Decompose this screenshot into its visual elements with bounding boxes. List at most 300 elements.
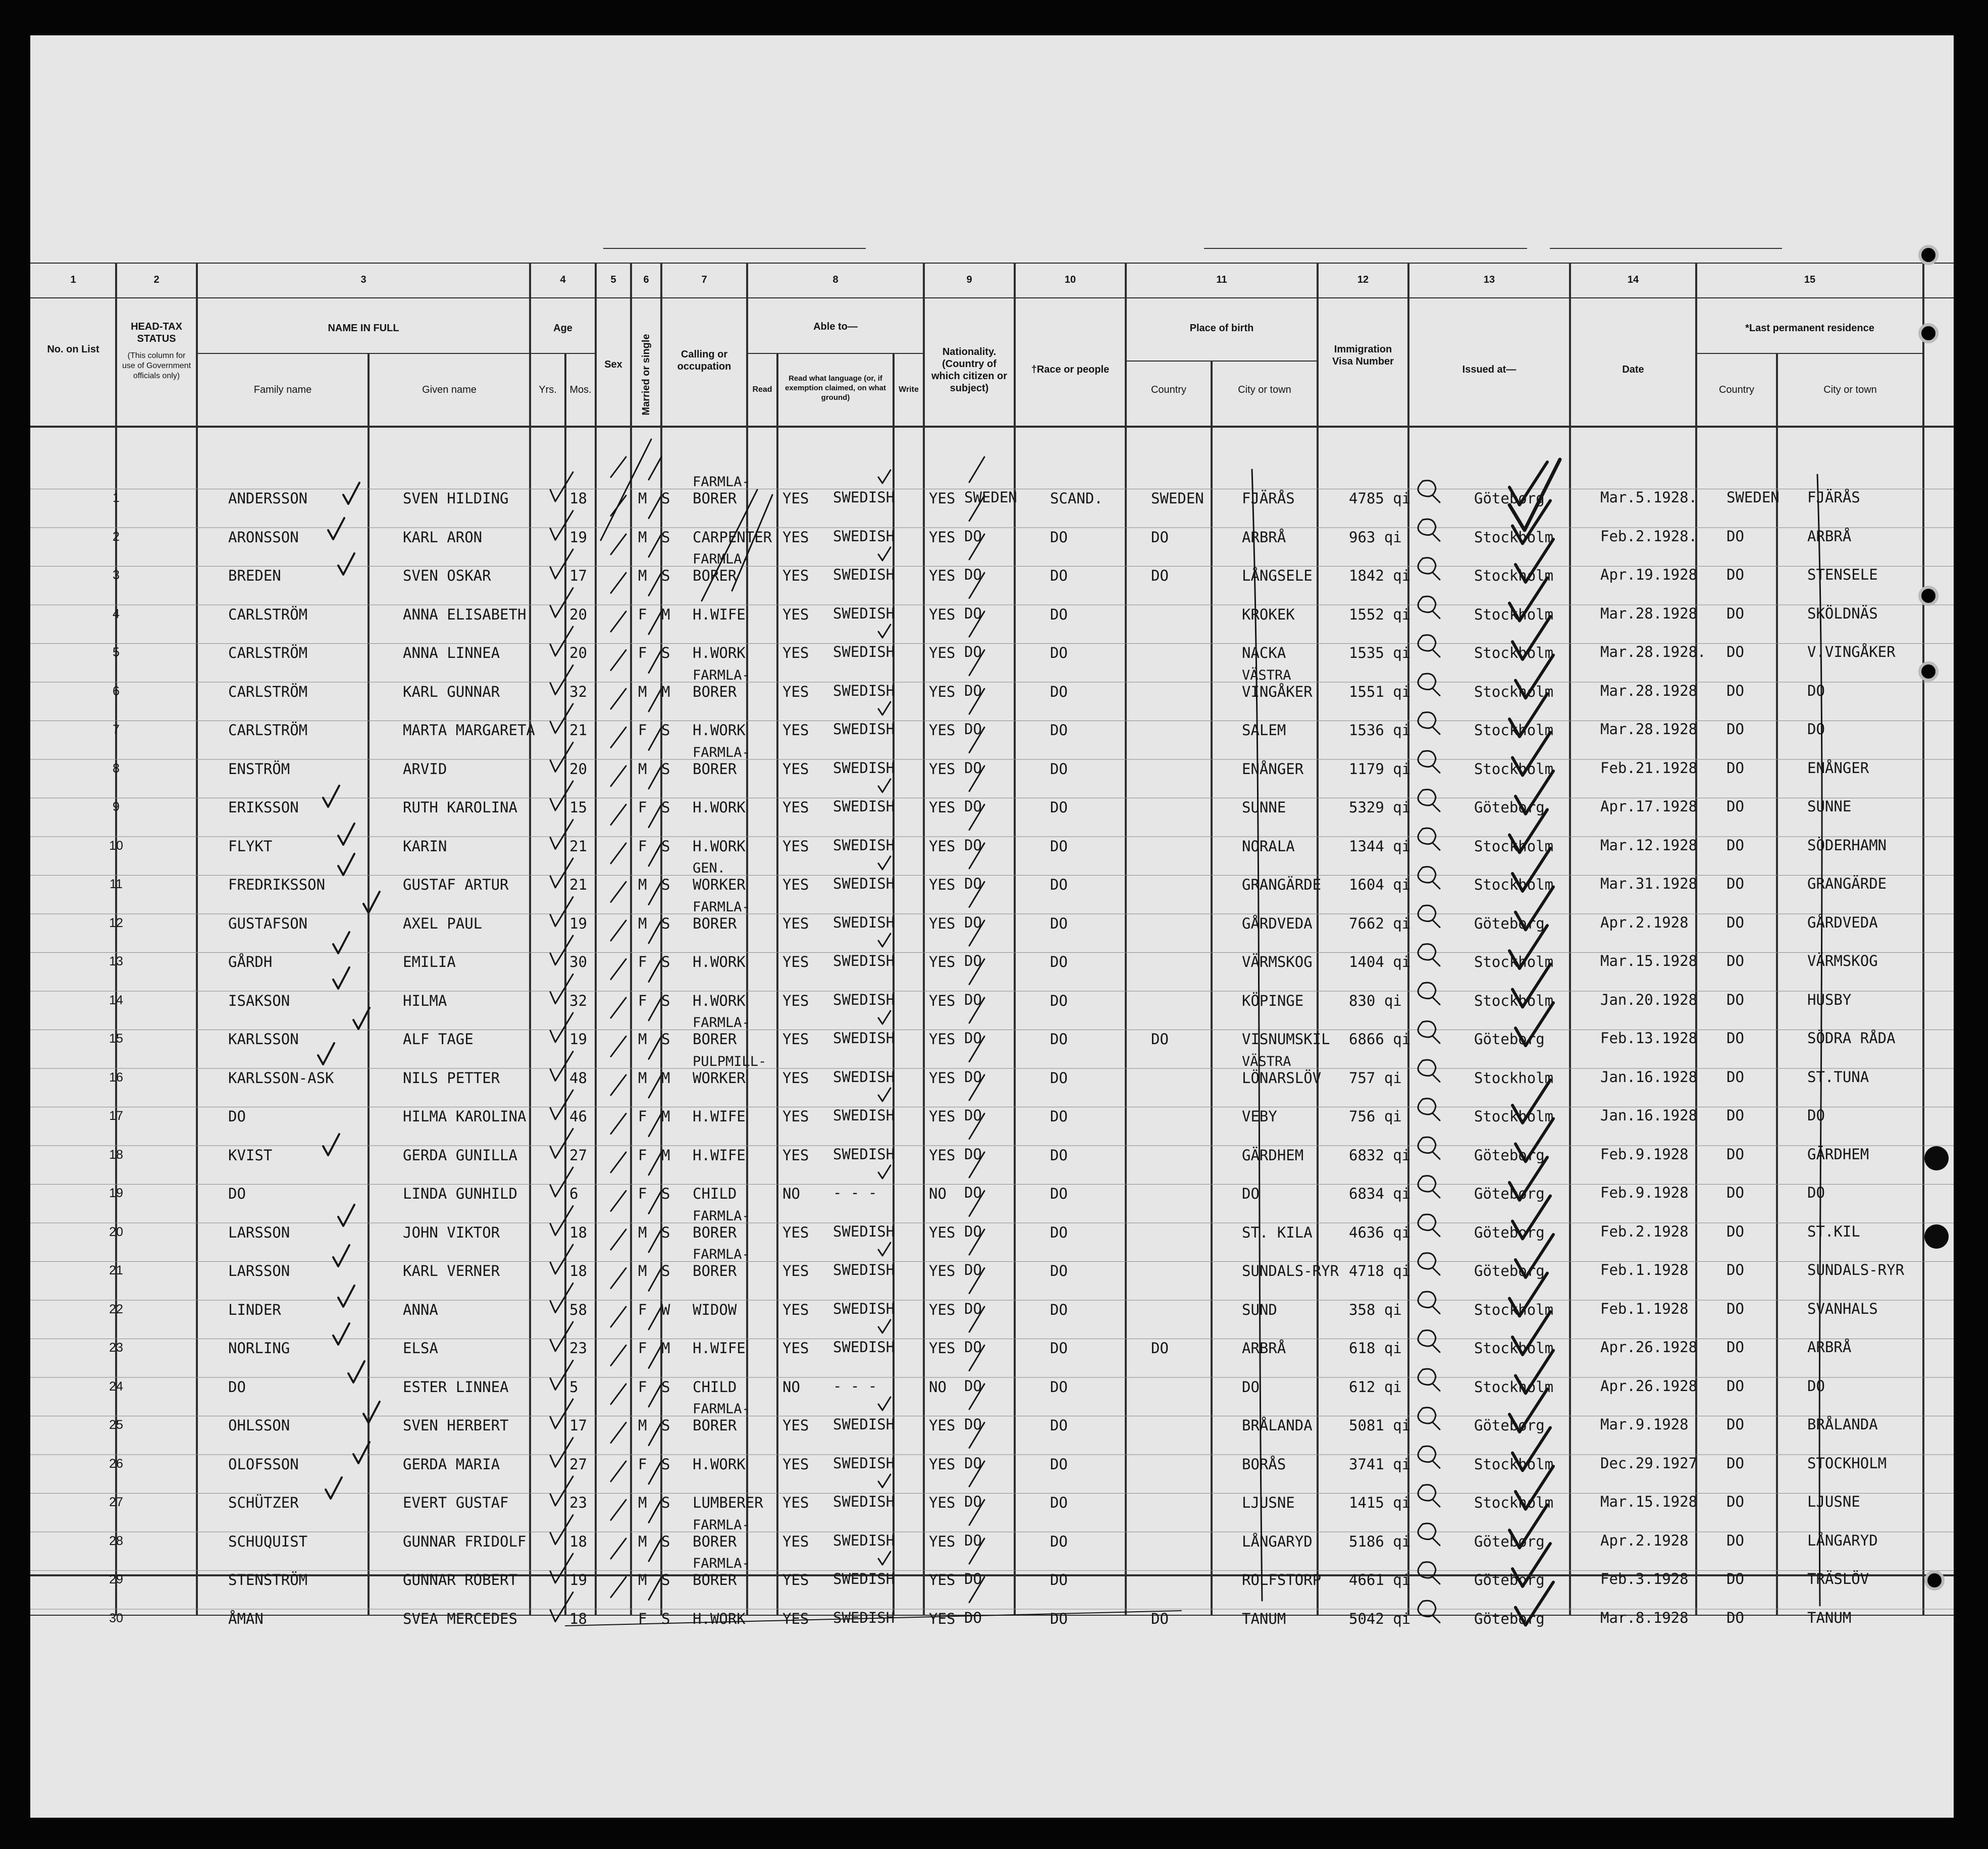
row-number: 12 [109,915,123,930]
sex: M [638,914,647,932]
can-write: YES [929,992,956,1009]
family-name: ÅMAN [228,1610,264,1627]
birth-city: DO [1242,1378,1260,1396]
given-name: JOHN VIKTOR [403,1223,500,1241]
visa-date: Feb.9.1928 [1600,1145,1689,1163]
age-years: 30 [569,953,587,970]
residence-country: DO [1727,798,1744,815]
race: DO [1050,567,1068,584]
sex: M [638,876,647,893]
row-number: 11 [110,877,123,891]
birth-country: DO [1151,567,1169,584]
visa-date: Feb.2.1928. [1600,527,1698,545]
family-name: CARLSTRÖM [228,605,308,623]
age-years: 17 [569,1417,587,1434]
issued-at: Göteborg [1474,1532,1545,1550]
nationality: SWEDEN [964,489,1017,506]
column-number-15: 15 [1804,274,1816,285]
table-grid [30,263,1954,1616]
residence-city: DO [1807,1107,1825,1124]
birth-city: TANUM [1242,1610,1286,1627]
occupation-line-1: PULPMILL- [693,1053,767,1069]
birth-city: VEBY [1242,1108,1277,1125]
can-write: YES [929,1494,956,1511]
visa-date: Feb.13.1928 [1600,1030,1698,1047]
row-number: 30 [109,1611,123,1625]
nationality: DO [964,1107,982,1124]
age-years: 46 [569,1108,587,1125]
column-number-7: 7 [701,274,707,285]
sex: M [638,1223,647,1241]
race: DO [1050,528,1068,546]
birth-country: SWEDEN [1151,490,1204,507]
header-head-tax: HEAD-TAX STATUS [131,321,182,344]
residence-country: DO [1727,913,1744,931]
age-years: 23 [569,1494,587,1511]
header-date: Date [1622,364,1644,375]
age-years: 5 [569,1378,579,1396]
residence-country: DO [1727,1416,1744,1433]
header-family-name: Family name [253,384,312,395]
nationality: DO [964,759,982,777]
header-calling: Calling or occupation [677,349,731,372]
sex: M [638,1069,647,1087]
family-name: LARSSON [228,1262,290,1279]
column-number-4: 4 [560,274,566,285]
can-write: YES [929,683,956,700]
read-language: SWEDISH [833,952,895,969]
can-read: YES [782,722,809,739]
sex: F [638,1378,647,1396]
row-number: 8 [113,761,120,776]
issued-at: Stockholm [1474,1378,1554,1396]
header-age: Age [553,323,572,334]
visa-number: 5081 qi [1349,1417,1411,1434]
issued-at: Göteborg [1474,1262,1545,1279]
birth-country: DO [1151,528,1169,546]
family-name: FLYKT [228,837,273,855]
sex: F [638,953,647,970]
read-language: SWEDISH [833,1068,895,1086]
can-read: YES [782,567,809,584]
residence-country: DO [1727,604,1744,622]
residence-city: SÖDRA RÅDA [1807,1030,1896,1047]
given-name: ANNA [403,1301,438,1318]
issued-at: Stockholm [1474,992,1554,1009]
occupation-line-1: FARMLA- [693,1517,750,1533]
can-write: YES [929,1146,956,1164]
can-write: YES [929,605,956,623]
race: DO [1050,992,1068,1009]
marital-status: S [661,567,670,584]
read-language: SWEDISH [833,1107,895,1124]
residence-city: LÅNGARYD [1807,1531,1878,1549]
residence-country: DO [1727,1300,1744,1317]
header-no-on-list: No. on List [47,344,99,355]
nationality: DO [964,1339,982,1356]
race: DO [1050,1301,1068,1318]
birth-city: SUNNE [1242,799,1286,816]
can-read: YES [782,992,809,1009]
column-number-9: 9 [966,274,972,285]
age-years: 19 [569,914,587,932]
binder-ring-2 [1918,323,1939,343]
nationality: DO [964,566,982,583]
residence-country: DO [1727,1222,1744,1240]
issued-at: Stockholm [1474,953,1554,970]
occupation-line-1: FARMLA- [693,899,750,915]
birth-city: ARBRÅ [1242,528,1286,546]
marital-status: S [661,1262,670,1279]
can-read: YES [782,1262,809,1279]
occupation: BORER [693,490,737,507]
family-name: DO [228,1108,246,1125]
given-name: MARTA MARGARETA [403,722,535,739]
age-years: 19 [569,1031,587,1048]
age-years: 18 [569,1610,587,1627]
given-name: KARL GUNNAR [403,683,500,700]
residence-city: HUSBY [1807,991,1852,1008]
nationality: DO [964,1261,982,1278]
nationality: DO [964,1030,982,1047]
header-write: Write [899,385,919,394]
birth-country: DO [1151,1610,1169,1627]
visa-date: Jan.16.1928 [1600,1107,1698,1124]
birth-city: SALEM [1242,722,1286,739]
visa-number: 963 qi [1349,528,1402,546]
issued-at: Stockholm [1474,528,1554,546]
marital-status: S [661,799,670,816]
age-years: 19 [569,528,587,546]
sex: M [638,528,647,546]
occupation-line-1: FARMLA- [693,1015,750,1031]
given-name: GUNNAR FRIDOLF [403,1532,527,1550]
residence-city: ENÅNGER [1807,759,1869,777]
can-write: YES [929,799,956,816]
visa-number: 4636 qi [1349,1223,1411,1241]
visa-date: Feb.3.1928 [1600,1570,1689,1587]
read-language: SWEDISH [833,1416,895,1433]
residence-country: DO [1727,1377,1744,1395]
marital-status: S [661,1031,670,1048]
family-name: KARLSSON [228,1031,299,1048]
race: DO [1050,644,1068,661]
occupation: WIDOW [693,1301,737,1318]
residence-city: LJUSNE [1807,1493,1860,1510]
nationality: DO [964,1609,982,1626]
can-read: YES [782,1494,809,1511]
visa-date: Mar.28.1928. [1600,643,1706,660]
residence-city: VÄRMSKOG [1807,952,1878,969]
read-language: SWEDISH [833,682,895,699]
visa-number: 1404 qi [1349,953,1411,970]
residence-country: DO [1727,1609,1744,1626]
birth-city: ARBRÅ [1242,1340,1286,1357]
can-read: YES [782,1069,809,1087]
header-birth-city: City or town [1238,384,1291,395]
sex: F [638,644,647,661]
occupation: H.WORK [693,722,746,739]
row-number: 17 [109,1109,123,1123]
occupation: CHILD [693,1378,737,1396]
visa-number: 6866 qi [1349,1031,1411,1048]
issued-at: Stockholm [1474,1494,1554,1511]
race: DO [1050,1532,1068,1550]
can-read: YES [782,1571,809,1588]
age-years: 58 [569,1301,587,1318]
residence-country: DO [1727,1261,1744,1278]
visa-date: Mar.28.1928 [1600,604,1698,622]
residence-country: DO [1727,1145,1744,1163]
read-language: SWEDISH [833,1570,895,1587]
race: DO [1050,683,1068,700]
family-name: KARLSSON-ASK [228,1069,334,1087]
marital-status: M [661,1146,670,1164]
read-language: SWEDISH [833,836,895,854]
visa-number: 1551 qi [1349,683,1411,700]
family-name: ANDERSSON [228,490,308,507]
read-language: SWEDISH [833,759,895,777]
nationality: DO [964,1531,982,1549]
residence-city: V.VINGÅKER [1807,643,1896,660]
birth-city: LÅNGARYD [1242,1532,1313,1550]
row-number: 24 [109,1379,123,1394]
nationality: DO [964,952,982,969]
residence-country: DO [1727,682,1744,699]
can-read: NO [782,1185,800,1202]
occupation: BORER [693,1417,737,1434]
family-name: CARLSTRÖM [228,683,308,700]
can-read: YES [782,1417,809,1434]
visa-date: Mar.28.1928 [1600,721,1698,738]
residence-city: SUNNE [1807,798,1852,815]
age-years: 21 [569,722,587,739]
marital-status: S [661,1494,670,1511]
sex: F [638,1340,647,1357]
visa-date: Feb.21.1928 [1600,759,1698,777]
birth-city-line-1: VÄSTRA [1242,1053,1291,1069]
can-write: NO [929,1185,947,1202]
given-name: GUSTAF ARTUR [403,876,509,893]
visa-number: 6834 qi [1349,1185,1411,1202]
read-language: SWEDISH [833,1030,895,1047]
visa-number: 6832 qi [1349,1146,1411,1164]
residence-city: TRÄSLÖV [1807,1570,1869,1587]
can-write: YES [929,837,956,855]
header-able-to: Able to— [813,321,858,332]
family-name: SCHÜTZER [228,1494,299,1511]
birth-city: BORÅS [1242,1455,1286,1473]
residence-city: ARBRÅ [1807,1339,1852,1356]
issued-at: Stockholm [1474,760,1554,778]
can-read: YES [782,1532,809,1550]
nationality: DO [964,1222,982,1240]
marital-status: M [661,1108,670,1125]
visa-date: Jan.20.1928 [1600,991,1698,1008]
visa-number: 1536 qi [1349,722,1411,739]
issued-at: Stockholm [1474,683,1554,700]
family-name: KVIST [228,1146,273,1164]
row-number: 5 [113,645,120,659]
read-language: SWEDISH [833,566,895,583]
sex: F [638,1185,647,1202]
issued-at: Stockholm [1474,1069,1554,1087]
read-language: SWEDISH [833,527,895,545]
row-number: 9 [113,800,120,814]
header-married: Married or single [641,334,652,416]
marital-status: S [661,914,670,932]
read-language: SWEDISH [833,875,895,892]
sex: M [638,760,647,778]
header-head-tax-note: (This column for use of Government officials only) [122,351,191,380]
nationality: DO [964,1493,982,1510]
issued-at: Stockholm [1474,567,1554,584]
residence-country: DO [1727,1454,1744,1472]
read-language: SWEDISH [833,643,895,660]
marital-status: S [661,1571,670,1588]
race: DO [1050,1494,1068,1511]
can-read: YES [782,528,809,546]
can-read: YES [782,1301,809,1318]
sex: F [638,722,647,739]
can-read: YES [782,953,809,970]
row-number: 13 [109,954,123,968]
marital-status: S [661,953,670,970]
sex: F [638,605,647,623]
row-number: 16 [109,1070,123,1085]
read-language: SWEDISH [833,721,895,738]
given-name: AXEL PAUL [403,914,483,932]
nationality: DO [964,798,982,815]
residence-city: SKÖLDNÄS [1807,604,1878,622]
row-number: 23 [109,1341,123,1355]
visa-date: Feb.1.1928 [1600,1261,1689,1278]
occupation: BORER [693,760,737,778]
age-years: 19 [569,1571,587,1588]
can-write: YES [929,644,956,661]
occupation: BORER [693,1262,737,1279]
row-number: 14 [109,993,123,1007]
column-number-6: 6 [643,274,649,285]
race: DO [1050,1340,1068,1357]
can-write: YES [929,953,956,970]
can-write: YES [929,1417,956,1434]
marital-status: S [661,1223,670,1241]
race: DO [1050,1031,1068,1048]
visa-date: Mar.12.1928 [1600,836,1698,854]
given-name: ELSA [403,1340,438,1357]
occupation: H.WORK [693,1610,746,1627]
issued-at: Göteborg [1474,1417,1545,1434]
row-number: 25 [109,1418,123,1432]
occupation: WORKER [693,1069,746,1087]
row-number: 18 [109,1147,123,1162]
given-name: SVEN HERBERT [403,1417,509,1434]
residence-country: DO [1727,1339,1744,1356]
residence-city: GÄRDHEM [1807,1145,1869,1163]
residence-city: DO [1807,1377,1825,1395]
header-issued-at: Issued at— [1462,364,1516,375]
can-read: YES [782,1223,809,1241]
birth-city: NACKA [1242,644,1286,661]
can-read: YES [782,1146,809,1164]
family-name: BREDEN [228,567,281,584]
can-write: NO [929,1378,947,1396]
residence-city: TANUM [1807,1609,1852,1626]
can-read: YES [782,1455,809,1473]
nationality: DO [964,643,982,660]
read-language: SWEDISH [833,1609,895,1626]
occupation: H.WORK [693,992,746,1009]
row-number: 21 [109,1263,123,1277]
marital-status: S [661,837,670,855]
race: DO [1050,876,1068,893]
can-write: YES [929,1610,956,1627]
read-language: SWEDISH [833,1454,895,1472]
family-name: CARLSTRÖM [228,644,308,661]
given-name: EMILIA [403,953,456,970]
occupation-line-1: FARMLA- [693,551,750,567]
family-name: ARONSSON [228,528,299,546]
residence-city: DO [1807,1184,1825,1201]
visa-number: 1344 qi [1349,837,1411,855]
issued-at: Stockholm [1474,837,1554,855]
given-name: SVEA MERCEDES [403,1610,517,1627]
race: SCAND. [1050,490,1103,507]
punch-hole-2 [1924,1224,1949,1249]
birth-city: GRANGÄRDE [1242,876,1322,893]
can-write: YES [929,1262,956,1279]
occupation: BORER [693,1223,737,1241]
row-number: 22 [109,1302,123,1316]
can-write: YES [929,1571,956,1588]
residence-city: FJÄRÅS [1807,489,1860,506]
issued-at: Stockholm [1474,1340,1554,1357]
race: DO [1050,1417,1068,1434]
given-name: ANNA ELISABETH [403,605,527,623]
nationality: DO [964,875,982,892]
visa-date: Mar.5.1928. [1600,489,1698,506]
header-yrs: Yrs. [539,384,557,395]
sex: M [638,1031,647,1048]
header-place-of-birth: Place of birth [1189,323,1254,334]
residence-country: DO [1727,721,1744,738]
can-write: YES [929,1532,956,1550]
visa-number: 1415 qi [1349,1494,1411,1511]
can-read: YES [782,644,809,661]
age-years: 6 [569,1185,579,1202]
column-number-2: 2 [153,274,160,285]
birth-country: DO [1151,1031,1169,1048]
read-language: SWEDISH [833,913,895,931]
residence-city: GRANGÄRDE [1807,875,1887,892]
can-read: YES [782,1108,809,1125]
occupation: BORER [693,1031,737,1048]
residence-country: DO [1727,1030,1744,1047]
given-name: ANNA LINNEA [403,644,500,661]
age-years: 18 [569,1223,587,1241]
read-language: SWEDISH [833,1339,895,1356]
can-read: YES [782,1610,809,1627]
visa-date: Apr.2.1928 [1600,1531,1689,1549]
given-name: RUTH KAROLINA [403,799,517,816]
birth-city: DO [1242,1185,1260,1202]
visa-number: 4718 qi [1349,1262,1411,1279]
read-language: SWEDISH [833,604,895,622]
residence-city: DO [1807,721,1825,738]
family-name: GUSTAFSON [228,914,308,932]
birth-city: GÄRDHEM [1242,1146,1304,1164]
